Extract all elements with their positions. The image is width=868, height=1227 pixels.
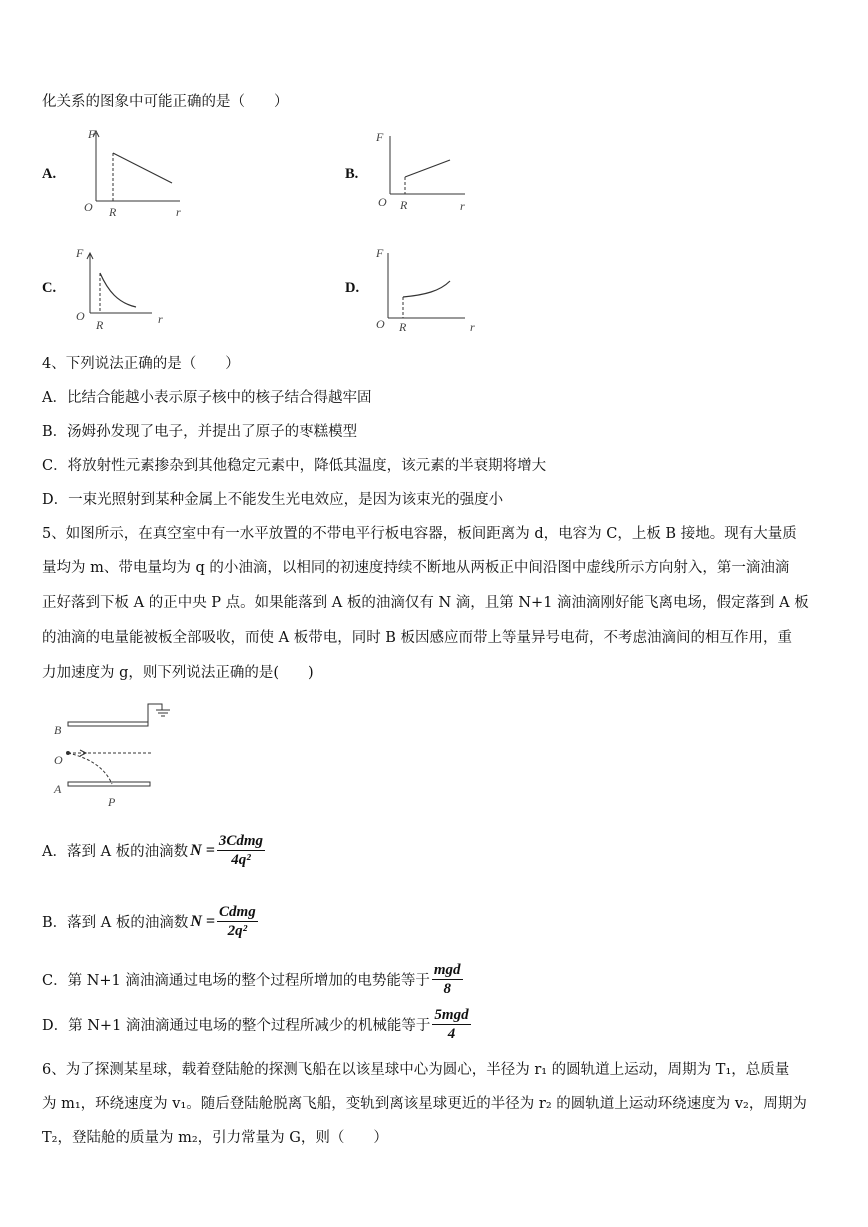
q5-stem-line-2: 量均为 m、带电量均为 q 的小油滴，以相同的初速度持续不断地从两板正中间沿图中虚线所示方向射入，第一滴油滴 [42,560,790,576]
fraction-d-numerator: 5mgd [434,1007,469,1023]
r-axis-label: r [470,320,475,334]
origin-label: O [76,309,85,323]
question-3-tail: 化关系的图象中可能正确的是（ ） [42,94,289,110]
fraction-b [217,903,258,940]
q5-option-b [42,903,258,940]
fraction-a-numerator: 3Cdmg [218,833,264,849]
axis-label-f: F [76,246,84,260]
origin-label: O [376,317,385,331]
q4-option-d: D．一束光照射到某种金属上不能发生光电效应，是因为该束光的强度小 [42,492,504,508]
origin-o-label: O [54,753,63,767]
q4-option-b: B．汤姆孙发现了电子，并提出了原子的枣糕模型 [42,424,358,440]
axis-label-f: F [376,130,384,144]
q6-line-2: 为 m₁，环绕速度为 v₁。随后登陆舱脱离飞船，变轨到离该星球更近的半径为 r₂ 的圆轨道上运动环绕速度为 v₂，周期为 [42,1096,807,1112]
q5-option-b-text: B．落到 A 板的油滴数 [42,915,189,931]
fraction-d [432,1006,470,1043]
r-mark-label: R [96,318,104,332]
fraction-b-denominator: 2q² [227,923,248,939]
q5-stem-line-1: 5、如图所示，在真空室中有一水平放置的不带电平行板电容器，板间距离为 d，电容为 C，上板 B 接地。现有大量质 [42,526,797,542]
fraction-b-numerator: Cdmg [219,904,256,920]
question-4-stem: 4、下列说法正确的是（ ） [42,356,240,372]
n-equals: N = [190,841,215,859]
q4-option-a: A．比结合能越小表示原子核中的核子结合得越牢固 [42,390,372,406]
axis-label-f: F [88,127,96,141]
option-b-label: B. [345,166,359,182]
option-c-label: C. [42,280,57,296]
q6-line-1: 6、为了探测某星球，载着登陆舱的探测飞船在以该星球中心为圆心，半径为 r₁ 的圆轨道上运动，周期为 T₁，总质量 [42,1062,790,1078]
r-mark-label: R [109,205,117,219]
fraction-a [217,832,265,869]
option-a-label: A. [42,166,57,182]
graph-c [72,243,172,333]
fraction-c-numerator: mgd [433,962,461,978]
capacitor-figure [50,698,190,813]
fraction-c [432,961,463,998]
q6-line-3: T₂，登陆舱的质量为 m₂，引力常量为 G，则（ ） [42,1130,388,1146]
q5-option-c [42,961,463,998]
fraction-c-denominator: 8 [443,981,451,997]
plate-b-label: B [54,723,62,737]
plate-a-label: A [54,782,62,796]
r-axis-label: r [460,199,465,213]
q5-stem-line-5: 力加速度为 g，则下列说法正确的是( ) [42,665,314,681]
r-mark-label: R [400,198,408,212]
r-mark-label: R [399,320,407,334]
q5-option-d-text: D．第 N+1 滴油滴通过电场的整个过程所减少的机械能等于 [42,1018,431,1034]
q5-option-a [42,832,265,869]
q5-option-d [42,1006,471,1043]
fraction-a-denominator: 4q² [231,852,251,868]
point-p-label: P [108,795,116,809]
fraction-d-denominator: 4 [447,1026,456,1042]
graph-d [370,243,480,333]
q4-option-c: C．将放射性元素掺杂到其他稳定元素中，降低其温度，该元素的半衰期将增大 [42,458,547,474]
q5-option-a-text: A．落到 A 板的油滴数 [42,844,189,860]
origin-label: O [84,200,93,214]
r-axis-label: r [176,205,181,219]
option-d-label: D. [345,280,360,296]
q5-stem-line-4: 的油滴的电量能被板全部吸收，而使 A 板带电，同时 B 板因感应而带上等量异号电荷，不考虑油滴间的相互作用，重 [42,630,793,646]
n-equals: N = [190,912,216,930]
r-axis-label: r [158,312,163,326]
q5-option-c-text: C．第 N+1 滴油滴通过电场的整个过程所增加的电势能等于 [42,973,430,989]
graph-b [370,128,480,218]
graph-a [70,125,200,220]
origin-label: O [378,195,387,209]
q5-stem-line-3: 正好落到下板 A 的正中央 P 点。如果能落到 A 板的油滴仅有 N 滴，且第 N+1 滴油滴刚好能飞离电场，假定落到 A 板 [42,595,809,611]
axis-label-f: F [376,246,384,260]
